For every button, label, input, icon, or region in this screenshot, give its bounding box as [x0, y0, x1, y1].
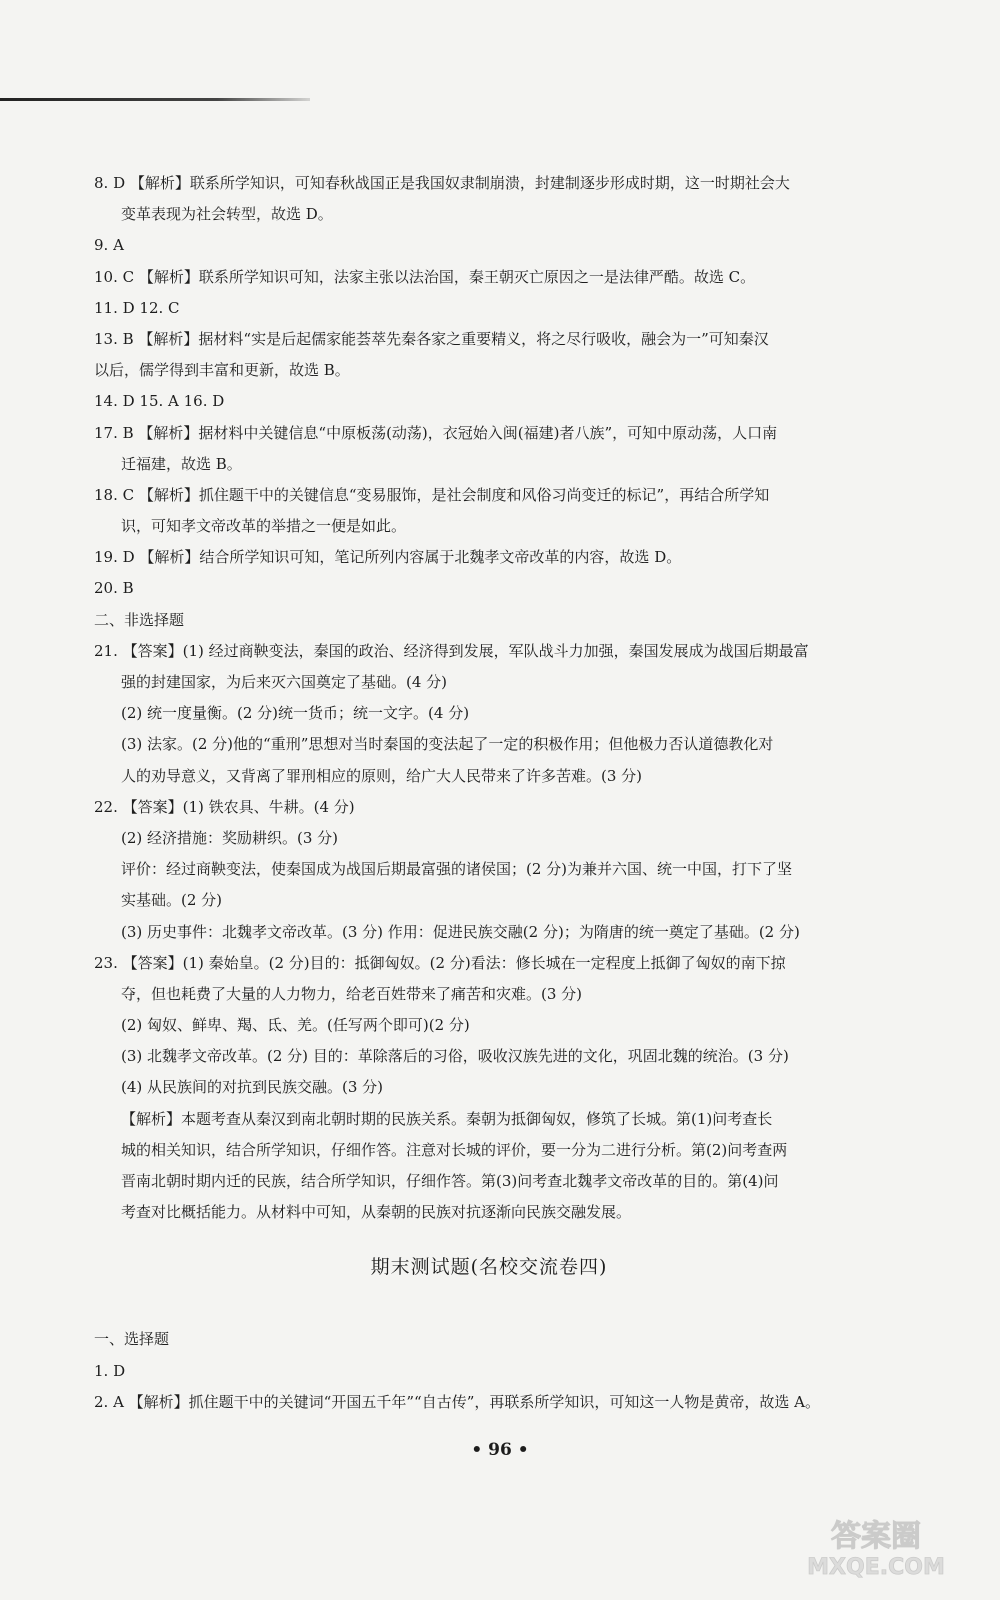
answer-line: 变革表现为社会转型，故选 D。 [121, 205, 333, 224]
top-rule [0, 98, 310, 101]
answer-line: 实基础。(2 分) [121, 891, 223, 910]
answer-line: 10. C 【解析】联系所学知识可知，法家主张以法治国，秦王朝灭亡原因之一是法律严酷。故选 C。 [94, 267, 756, 286]
section-title: 期末测试题(名校交流卷四) [370, 1256, 608, 1279]
answer-line: 以后，儒学得到丰富和更新，故选 B。 [94, 361, 350, 380]
section-heading: 二、非选择题 [94, 610, 185, 629]
answer-line: 14. D 15. A 16. D [94, 392, 225, 411]
spacer [94, 1298, 884, 1324]
answer-line: 强的封建国家，为后来灭六国奠定了基础。(4 分) [121, 673, 448, 691]
answer-line: 17. B 【解析】据材料中关键信息“中原板荡(动荡)，衣冠始入闽(福建)者八族”，可知中原动荡，人口南 [94, 423, 778, 442]
answer-line: 8. D 【解析】联系所学知识，可知春秋战国正是我国奴隶制崩溃，封建制逐步形成时期，这一时期社会大 [94, 174, 790, 192]
answer-line: 11. D 12. C [94, 298, 180, 317]
answer-line: (3) 历史事件：北魏孝文帝改革。(3 分) 作用：促进民族交融(2 分)；为隋唐的统一奠定了基础。(2 分) [121, 922, 800, 941]
answer-line: 23. 【答案】(1) 秦始皇。(2 分)目的：抵御匈奴。(2 分)看法：修长城在一定程度上抵御了匈奴的南下掠 [94, 953, 786, 972]
answer-line: 1. D [94, 1361, 126, 1380]
answer-line: 21. 【答案】(1) 经过商鞅变法，秦国的政治、经济得到发展，军队战斗力加强，秦国发展成为战国后期最富 [94, 641, 809, 660]
analysis-line: 城的相关知识，结合所学知识，仔细作答。注意对长城的评价，要一分为二进行分析。第(2)问考查两 [121, 1140, 788, 1159]
answer-line: 识，可知孝文帝改革的举措之一便是如此。 [121, 517, 407, 536]
answer-line: 19. D 【解析】结合所学知识可知，笔记所列内容属于北魏孝文帝改革的内容，故选 D。 [94, 548, 682, 567]
analysis-line: 晋南北朝时期内迁的民族，结合所学知识，仔细作答。第(3)问考查北魏孝文帝改革的目的。第(4)问 [121, 1172, 779, 1190]
watermark-logo [776, 1510, 976, 1580]
answer-line: (2) 统一度量衡。(2 分)统一货币；统一文字。(4 分) [121, 704, 470, 723]
watermark-bottom-text: MXQE.COM [807, 1555, 945, 1580]
answer-line: 夺，但也耗费了大量的人力物力，给老百姓带来了痛苦和灾难。(3 分) [121, 984, 583, 1003]
answer-line: 人的劝导意义，又背离了罪刑相应的原则，给广大人民带来了许多苦难。(3 分) [121, 766, 643, 785]
page-number: • 96 • [471, 1440, 529, 1460]
answer-line: 评价：经过商鞅变法，使秦国成为战国后期最富强的诸侯国；(2 分)为兼并六国、统一中国，打下了坚 [121, 860, 793, 879]
answer-line: 迁福建，故选 B。 [121, 454, 242, 473]
answer-line: 22. 【答案】(1) 铁农具、牛耕。(4 分) [94, 797, 355, 816]
answer-line: 9. A [94, 236, 124, 255]
answer-line: 2. A 【解析】抓住题干中的关键词“开国五千年”“自古传”，再联系所学知识，可知这一人物是黄帝，故选 A。 [94, 1392, 820, 1411]
watermark-top-text: 答案圈 [831, 1519, 921, 1554]
answer-line: 20. B [94, 579, 134, 598]
analysis-line: 考查对比概括能力。从材料中可知，从秦朝的民族对抗逐渐向民族交融发展。 [121, 1203, 632, 1222]
answer-line: 13. B 【解析】据材料“实是后起儒家能荟萃先秦各家之重要精义，将之尽行吸收，融会为一”可知秦汉 [94, 329, 769, 348]
answer-line: (2) 匈奴、鲜卑、羯、氐、羌。(任写两个即可)(2 分) [121, 1016, 470, 1035]
answer-line: 18. C 【解析】抓住题干中的关键信息“变易服饰，是社会制度和风俗习尚变迁的标记”，再结合所学知 [94, 485, 770, 504]
analysis-line: 【解析】本题考查从秦汉到南北朝时期的民族关系。秦朝为抵御匈奴，修筑了长城。第(1)问考查长 [121, 1109, 773, 1128]
answer-content [94, 168, 884, 1418]
answer-line: (2) 经济措施：奖励耕织。(3 分) [121, 828, 339, 847]
answer-line: (3) 北魏孝文帝改革。(2 分) 目的：革除落后的习俗，吸收汉族先进的文化，巩固北魏的统治。(3 分) [121, 1047, 789, 1066]
answer-line: (3) 法家。(2 分)他的“重刑”思想对当时秦国的变法起了一定的积极作用；但他极力否认道德教化对 [121, 735, 774, 754]
answer-line: (4) 从民族间的对抗到民族交融。(3 分) [121, 1078, 384, 1097]
section-heading: 一、选择题 [94, 1330, 170, 1349]
